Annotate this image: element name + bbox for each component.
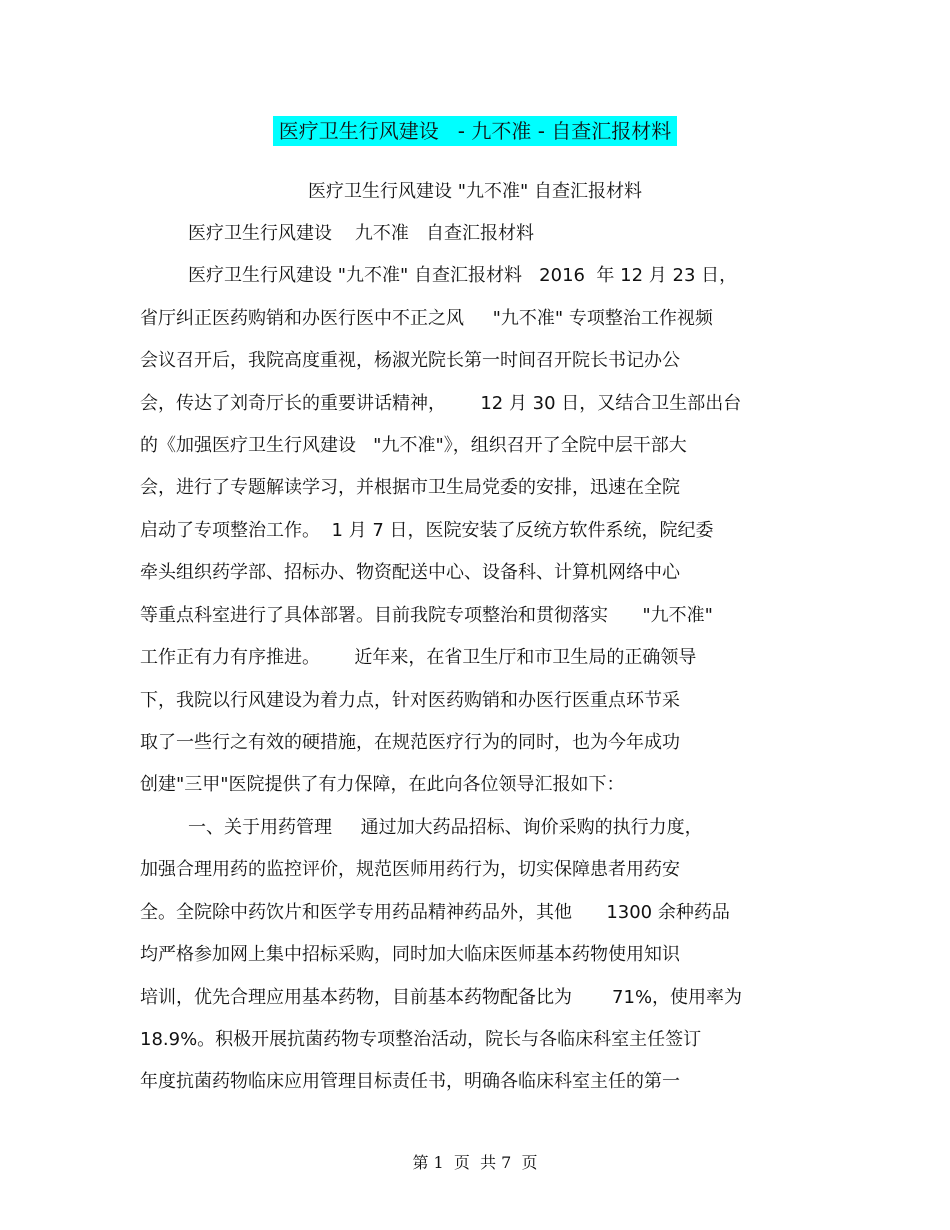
title-wrapper <box>0 116 950 146</box>
body-line: 会，进行了专题解读学习，并根据市卫生局党委的安排，迅速在全院 <box>140 477 680 498</box>
body-line: 医疗卫生行风建设 "九不准" 自查汇报材料 2016 年 12 月 23 日， <box>188 265 738 286</box>
body-line: 启动了专项整治工作。 1 月 7 日，医院安装了反统方软件系统，院纪委 <box>140 520 714 541</box>
body-line: 会，传达了刘奇厅长的重要讲话精神， 12 月 30 日，又结合卫生部出台 <box>140 393 742 414</box>
page-footer: 第 1 页 共 7 页 <box>412 1153 538 1172</box>
document-subtitle: 医疗卫生行风建设 "九不准" 自查汇报材料 <box>307 181 642 202</box>
body-line: 加强合理用药的监控评价，规范医师用药行为，切实保障患者用药安 <box>140 859 680 880</box>
body-line: 下，我院以行风建设为着力点，针对医药购销和办医行医重点环节采 <box>140 690 680 711</box>
body-line: 全。全院除中药饮片和医学专用药品精神药品外，其他 1300 余种药品 <box>140 902 730 923</box>
body-line: 取了一些行之有效的硬措施，在规范医疗行为的同时，也为今年成功 <box>140 732 680 753</box>
body-line: 一、关于用药管理 通过加大药品招标、询价采购的执行力度， <box>188 817 703 838</box>
body-line: 年度抗菌药物临床应用管理目标责任书，明确各临床科室主任的第一 <box>140 1071 680 1092</box>
body-line: 的《加强医疗卫生行风建设 "九不准"》，组织召开了全院中层干部大 <box>140 435 687 456</box>
body-line: 医疗卫生行风建设 九不准 自查汇报材料 <box>188 223 535 244</box>
body-line: 创建"三甲"医院提供了有力保障，在此向各位领导汇报如下： <box>140 774 625 795</box>
body-line: 等重点科室进行了具体部署。目前我院专项整治和贯彻落实 "九不准" <box>140 605 713 626</box>
body-line: 省厅纠正医药购销和办医行医中不正之风 "九不准" 专项整治工作视频 <box>140 308 713 329</box>
body-line: 工作正有力有序推进。 近年来，在省卫生厅和市卫生局的正确领导 <box>140 647 697 668</box>
body-line: 培训，优先合理应用基本药物，目前基本药物配备比为 71%，使用率为 <box>140 987 743 1008</box>
body-line: 牵头组织药学部、招标办、物资配送中心、设备科、计算机网络中心 <box>140 562 680 583</box>
body-line: 均严格参加网上集中招标采购，同时加大临床医师基本药物使用知识 <box>140 944 680 965</box>
body-line: 会议召开后，我院高度重视，杨淑光院长第一时间召开院长书记办公 <box>140 350 680 371</box>
document-title: 医疗卫生行风建设 - 九不准 - 自查汇报材料 <box>273 116 678 146</box>
body-line: 18.9%。积极开展抗菌药物专项整治活动，院长与各临床科室主任签订 <box>140 1029 702 1050</box>
